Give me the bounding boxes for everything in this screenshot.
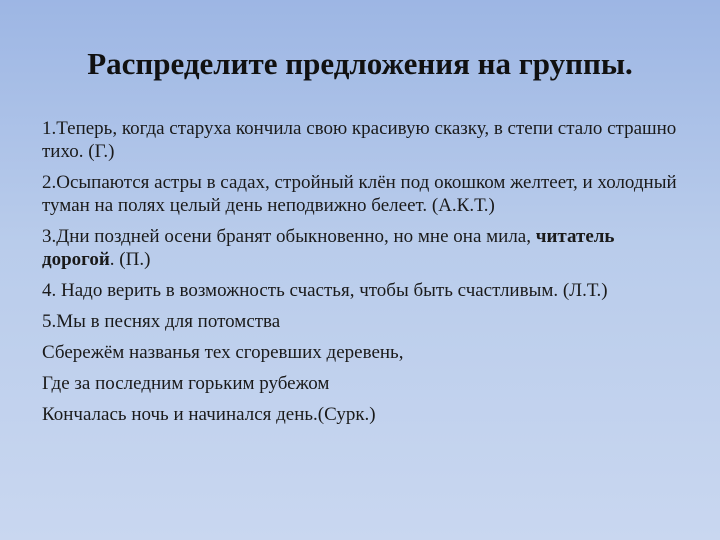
slide-body: [42, 117, 682, 434]
sentence-1: 1.Теперь, когда старуха кончила свою красивую сказку, в степи стало страшно тихо. (Г.): [42, 118, 677, 162]
sentence-3-end: . (П.): [109, 249, 151, 270]
sentence-3: [42, 225, 682, 271]
sentence-3-bold-phrase: читатель дорогой: [42, 226, 615, 270]
sentence-2: 2.Осыпаются астры в садах, стройный клён под окошком желтеет, и холодный туман на полях целый день неподвижно белеет. (А.К.Т.): [42, 172, 677, 216]
poem-line-4: Кончалась ночь и начинался день.(Сурк.): [42, 404, 376, 425]
poem-line-1: 5.Мы в песнях для потомства: [42, 311, 281, 332]
sentence-4: 4. Надо верить в возможность счастья, чтобы быть счастливым. (Л.Т.): [42, 280, 608, 301]
poem-line-2: Сбережём названья тех сгоревших деревень,: [42, 342, 404, 363]
slide-title: Распределите предложения на группы.: [87, 46, 633, 81]
poem-line-3: Где за последним горьким рубежом: [42, 373, 330, 394]
sentence-3-start: 3.Дни поздней осени бранят обыкновенно, но мне она мила,: [42, 226, 536, 247]
